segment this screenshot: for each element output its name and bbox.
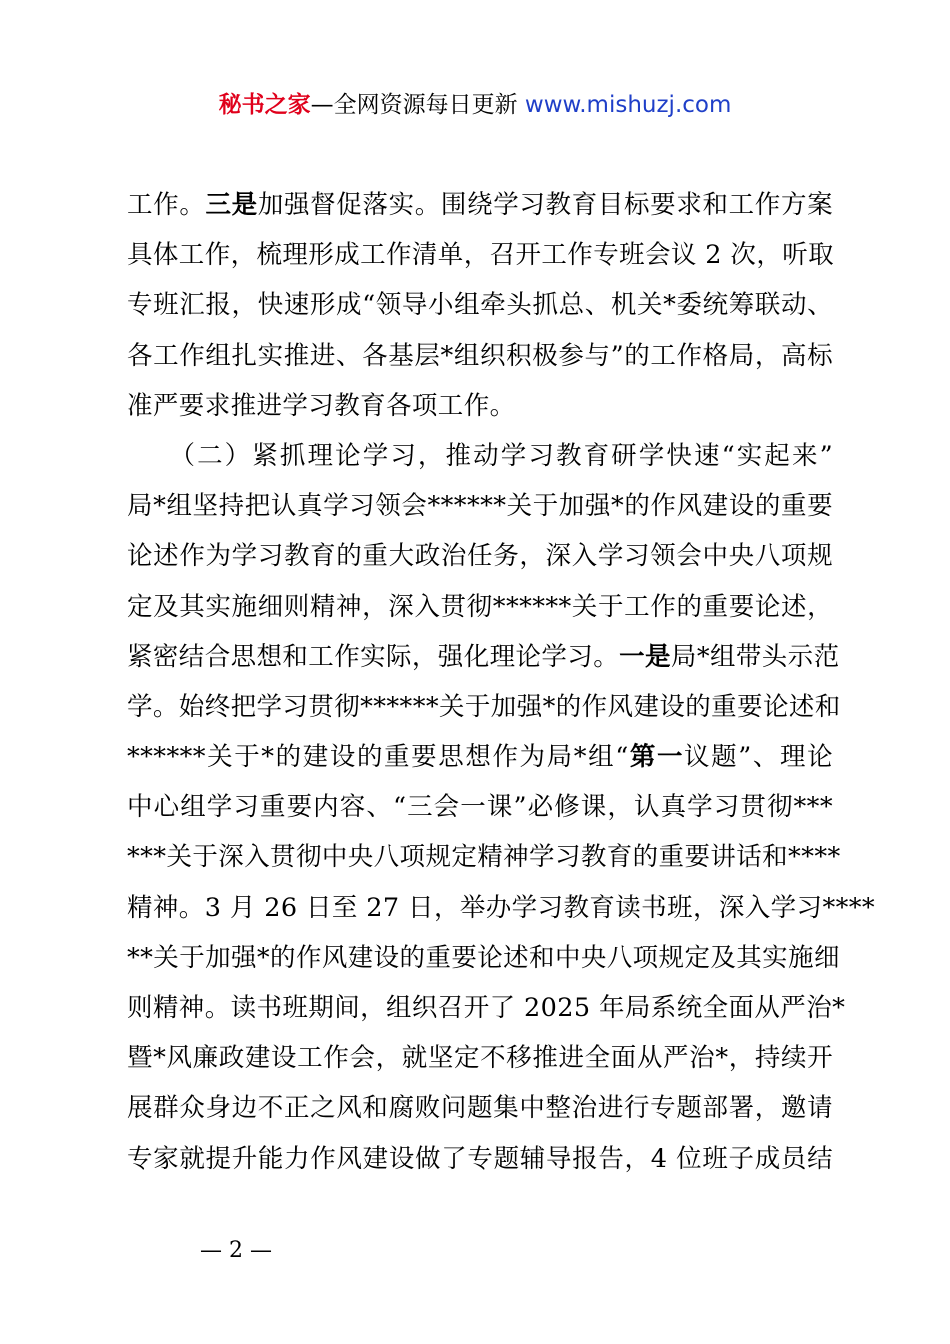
page-number: — 2 — — [200, 1238, 272, 1263]
body-text: 专班汇报，快速形成“领导小组牵头抓总、机关*委统筹联动、 — [127, 290, 833, 321]
paragraph-line — [127, 431, 833, 481]
body-text: ***关于深入贯彻中央八项规定精神学习教育的重要讲话和**** — [127, 842, 841, 873]
document-body — [127, 180, 876, 1184]
emphasis-text: 三是 — [205, 190, 258, 220]
paragraph-line — [127, 933, 840, 983]
brand-name: 秘书之家 — [218, 92, 311, 118]
body-text: **关于加强*的作风建设的重要论述和中央八项规定及其实施细 — [127, 942, 840, 973]
body-text: 定及其实施细则精神，深入贯彻******关于工作的重要论述， — [127, 591, 833, 622]
body-text: 议题”、理论 — [684, 742, 833, 773]
paragraph-line — [127, 682, 841, 732]
body-text: 则精神。读书班期间，组织召开了 2025 年局系统全面从严治* — [127, 993, 846, 1023]
body-text: 加强督促落实。围绕学习教育目标要求和工作方案 — [257, 190, 834, 220]
body-text: 专家就提升能力作风建设做了专题辅导报告，4 位班子成员结 — [127, 1143, 833, 1174]
paragraph-line — [127, 732, 833, 782]
paragraph-line — [127, 1083, 833, 1133]
site-url-link[interactable]: www.mishuzj.com — [524, 92, 732, 118]
paragraph-line — [127, 180, 833, 230]
paragraph-line — [127, 331, 833, 381]
body-text: 具体工作，梳理形成工作清单，召开工作专班会议 2 次，听取 — [127, 240, 835, 271]
body-text: （二）紧抓理论学习，推动学习教育研学快速“实起来” — [127, 440, 833, 471]
paragraph-line — [127, 531, 833, 581]
paragraph-line — [127, 280, 833, 330]
paragraph-line — [127, 230, 833, 280]
body-text: 暨*风廉政建设工作会，就坚定不移推进全面从严治*，持续开 — [127, 1043, 833, 1074]
body-text: 展群众身边不正之风和腐败问题集中整治进行专题部署，邀请 — [127, 1093, 833, 1124]
body-text: 局*组带头示范 — [670, 641, 840, 672]
body-text: 中心组学习重要内容、“三会一课”必修课，认真学习贯彻*** — [127, 792, 833, 823]
site-header — [0, 88, 950, 122]
paragraph-line — [127, 782, 833, 832]
paragraph-line — [127, 1134, 833, 1184]
header-slogan: —全网资源每日更新 — [310, 92, 525, 118]
paragraph-line — [127, 481, 833, 531]
paragraph-line — [127, 381, 833, 431]
paragraph-line — [127, 1033, 833, 1083]
paragraph-line — [127, 883, 876, 933]
paragraph-line — [127, 632, 840, 682]
paragraph-line — [127, 983, 846, 1033]
emphasis-text: 第一 — [628, 742, 685, 773]
body-text: 精神。3 月 26 日至 27 日，举办学习教育读书班，深入学习**** — [127, 892, 876, 923]
body-text: 准严要求推进学习教育各项工作。 — [127, 390, 516, 421]
body-text: 学。始终把学习贯彻******关于加强*的作风建设的重要论述和 — [127, 691, 841, 722]
body-text: 局*组坚持把认真学习领会******关于加强*的作风建设的重要 — [127, 491, 833, 522]
body-text: ******关于*的建设的重要思想作为局*组“ — [127, 742, 629, 773]
body-text: 工作。 — [127, 190, 206, 220]
body-text: 各工作组扎实推进、各基层*组织积极参与”的工作格局，高标 — [127, 340, 833, 371]
paragraph-line — [127, 582, 833, 632]
body-text: 紧密结合思想和工作实际，强化理论学习。 — [127, 641, 620, 672]
paragraph-line — [127, 832, 841, 882]
body-text: 论述作为学习教育的重大政治任务，深入学习领会中央八项规 — [127, 541, 833, 572]
emphasis-text: 一是 — [619, 641, 671, 672]
